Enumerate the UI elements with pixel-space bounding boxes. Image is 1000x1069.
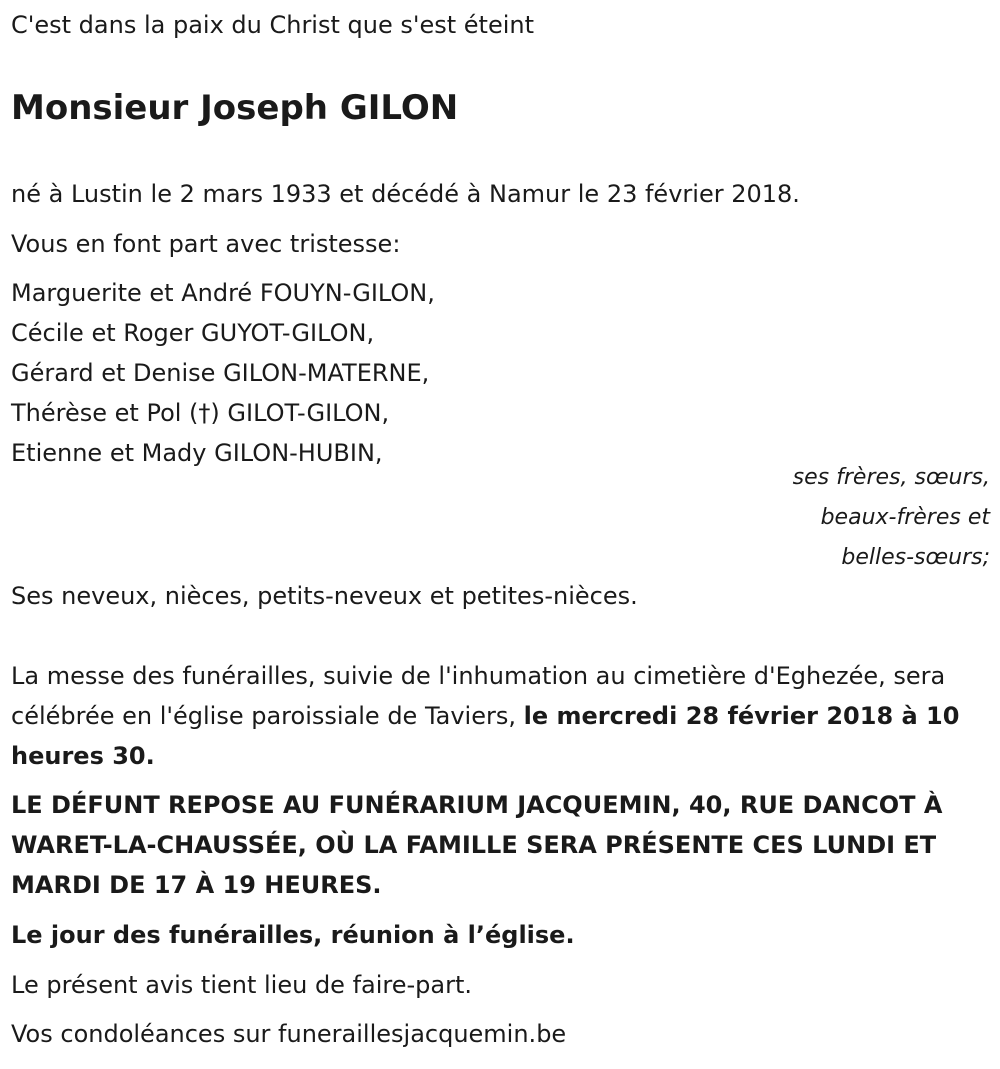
family-list [11, 273, 435, 473]
relation-line: belles-sœurs; [841, 545, 990, 570]
service-date: le mercredi 28 février 2018 à 10 heures 30. [11, 702, 960, 770]
family-member: Etienne et Mady GILON-HUBIN, [11, 439, 383, 467]
relation-line: ses frères, sœurs, [792, 465, 990, 490]
birth-death-text: né à Lustin le 2 mars 1933 et décédé à Namur le 23 février 2018. [11, 180, 800, 208]
announcement-text: Vous en font part avec tristesse: [11, 230, 401, 258]
nephews-text: Ses neveux, nièces, petits-neveux et petites-nièces. [11, 582, 638, 610]
deceased-name: Monsieur Joseph GILON [11, 88, 459, 128]
family-member: Gérard et Denise GILON-MATERNE, [11, 359, 430, 387]
family-member: Cécile et Roger GUYOT-GILON, [11, 319, 375, 347]
rest-place-text: LE DÉFUNT REPOSE AU FUNÉRARIUM JACQUEMIN, 40, RUE DANCOT À WARET-LA-CHAUSSÉE, OÙ LA FAMILLE SERA PRÉSENTE CES LUNDI ET MARDI DE 17 À 19 HEURES. [11, 791, 943, 899]
service-paragraph [11, 656, 986, 776]
gathering-text: Le jour des funérailles, réunion à l’église. [11, 921, 575, 949]
service-text: La messe des funérailles, suivie de l'inhumation au cimetière d'Eghezée, sera célébrée en l'église paroissiale de Taviers, [11, 662, 946, 730]
family-member: Thérèse et Pol (†) GILOT-GILON, [11, 399, 390, 427]
faire-part-text: Le présent avis tient lieu de faire-part. [11, 971, 473, 999]
family-member: Marguerite et André FOUYN-GILON, [11, 279, 435, 307]
intro-text: C'est dans la paix du Christ que s'est éteint [11, 11, 534, 39]
relation-line: beaux-frères et [820, 505, 990, 530]
condolences-text: Vos condoléances sur funeraillesjacquemin.be [11, 1020, 567, 1048]
family-relation [793, 458, 990, 578]
